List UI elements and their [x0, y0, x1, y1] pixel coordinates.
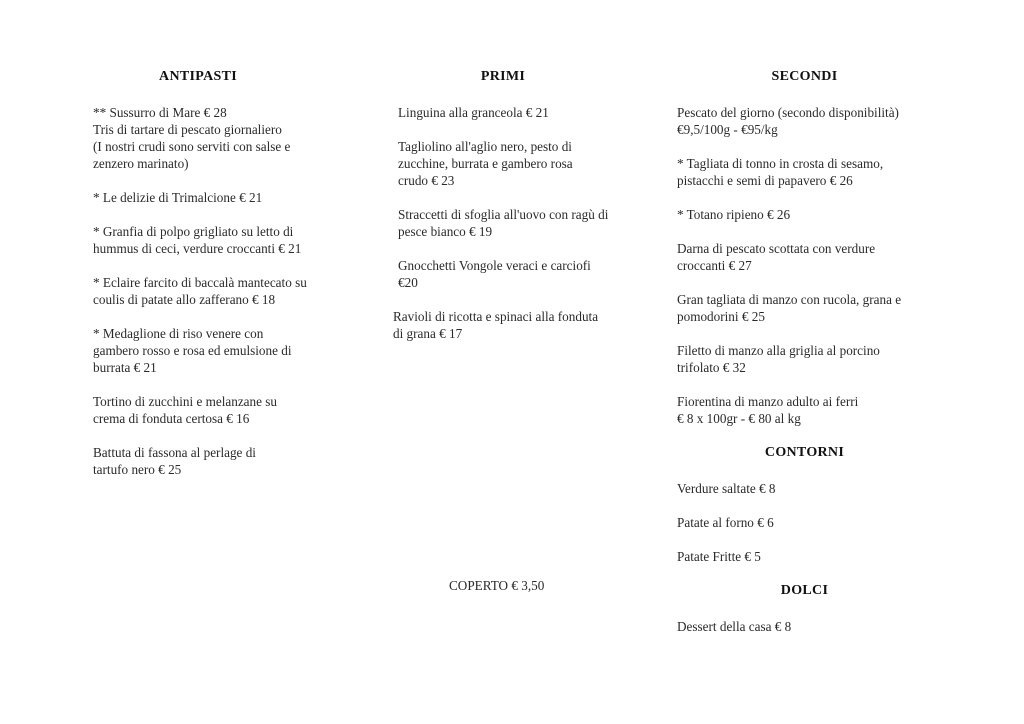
menu-item: Gran tagliata di manzo con rucola, grana e pomodorini € 25	[677, 292, 902, 324]
antipasti-list	[93, 104, 343, 478]
menu-item: Verdure saltate € 8	[677, 481, 776, 496]
menu-item: Patate Fritte € 5	[677, 549, 761, 564]
menu-item: * Tagliata di tonno in crosta di sesamo, pistacchi e semi di papavero € 26	[677, 156, 884, 188]
menu-item: ** Sussurro di Mare € 28 Tris di tartare di pescato giornaliero (I nostri crudi sono serviti con salse e zenzero marinato)	[93, 105, 291, 171]
menu-item: Gnocchetti Vongole veraci e carciofi €20	[398, 258, 591, 290]
menu-item: Darna di pescato scottata con verdure croccanti € 27	[677, 241, 876, 273]
menu-item: Tagliolino all'aglio nero, pesto di zucchine, burrata e gambero rosa crudo € 23	[398, 139, 573, 188]
menu-item: Pescato del giorno (secondo disponibilità) €9,5/100g - €95/kg	[677, 105, 899, 137]
contorni-heading: CONTORNI	[764, 445, 845, 460]
secondi-heading: SECONDI	[771, 69, 838, 84]
menu-item: * Le delizie di Trimalcione € 21	[93, 190, 263, 205]
primi-section	[393, 68, 638, 359]
menu-item: Ravioli di ricotta e spinaci alla fonduta di grana € 17	[393, 309, 599, 341]
dolci-heading: DOLCI	[780, 583, 829, 598]
antipasti-heading: ANTIPASTI	[159, 69, 237, 84]
primi-heading: PRIMI	[480, 69, 526, 84]
primi-list	[393, 104, 638, 342]
contorni-list	[677, 480, 937, 565]
secondi-section	[677, 68, 937, 652]
menu-item: * Medaglione di riso venere con gambero rosso e rosa ed emulsione di burrata € 21	[93, 326, 292, 375]
secondi-list	[677, 104, 937, 427]
menu-item: Straccetti di sfoglia all'uovo con ragù di pesce bianco € 19	[398, 207, 609, 239]
menu-item: Dessert della casa € 8	[677, 619, 792, 634]
menu-item: * Granfia di polpo grigliato su letto di hummus di ceci, verdure croccanti € 21	[93, 224, 302, 256]
antipasti-section	[93, 68, 343, 495]
menu-item: * Totano ripieno € 26	[677, 207, 791, 222]
menu-item: Linguina alla granceola € 21	[398, 105, 549, 120]
coperto-charge: COPERTO € 3,50	[449, 578, 545, 593]
menu-item: Fiorentina di manzo adulto ai ferri € 8 x 100gr - € 80 al kg	[677, 394, 859, 426]
menu-item: Tortino di zucchini e melanzane su crema di fonduta certosa € 16	[93, 394, 277, 426]
menu-item: Patate al forno € 6	[677, 515, 774, 530]
menu-item: * Eclaire farcito di baccalà mantecato su coulis di patate allo zafferano € 18	[93, 275, 307, 307]
menu-item: Filetto di manzo alla griglia al porcino trifolato € 32	[677, 343, 880, 375]
dolci-list	[677, 618, 937, 635]
menu-item: Battuta di fassona al perlage di tartufo nero € 25	[93, 445, 256, 477]
